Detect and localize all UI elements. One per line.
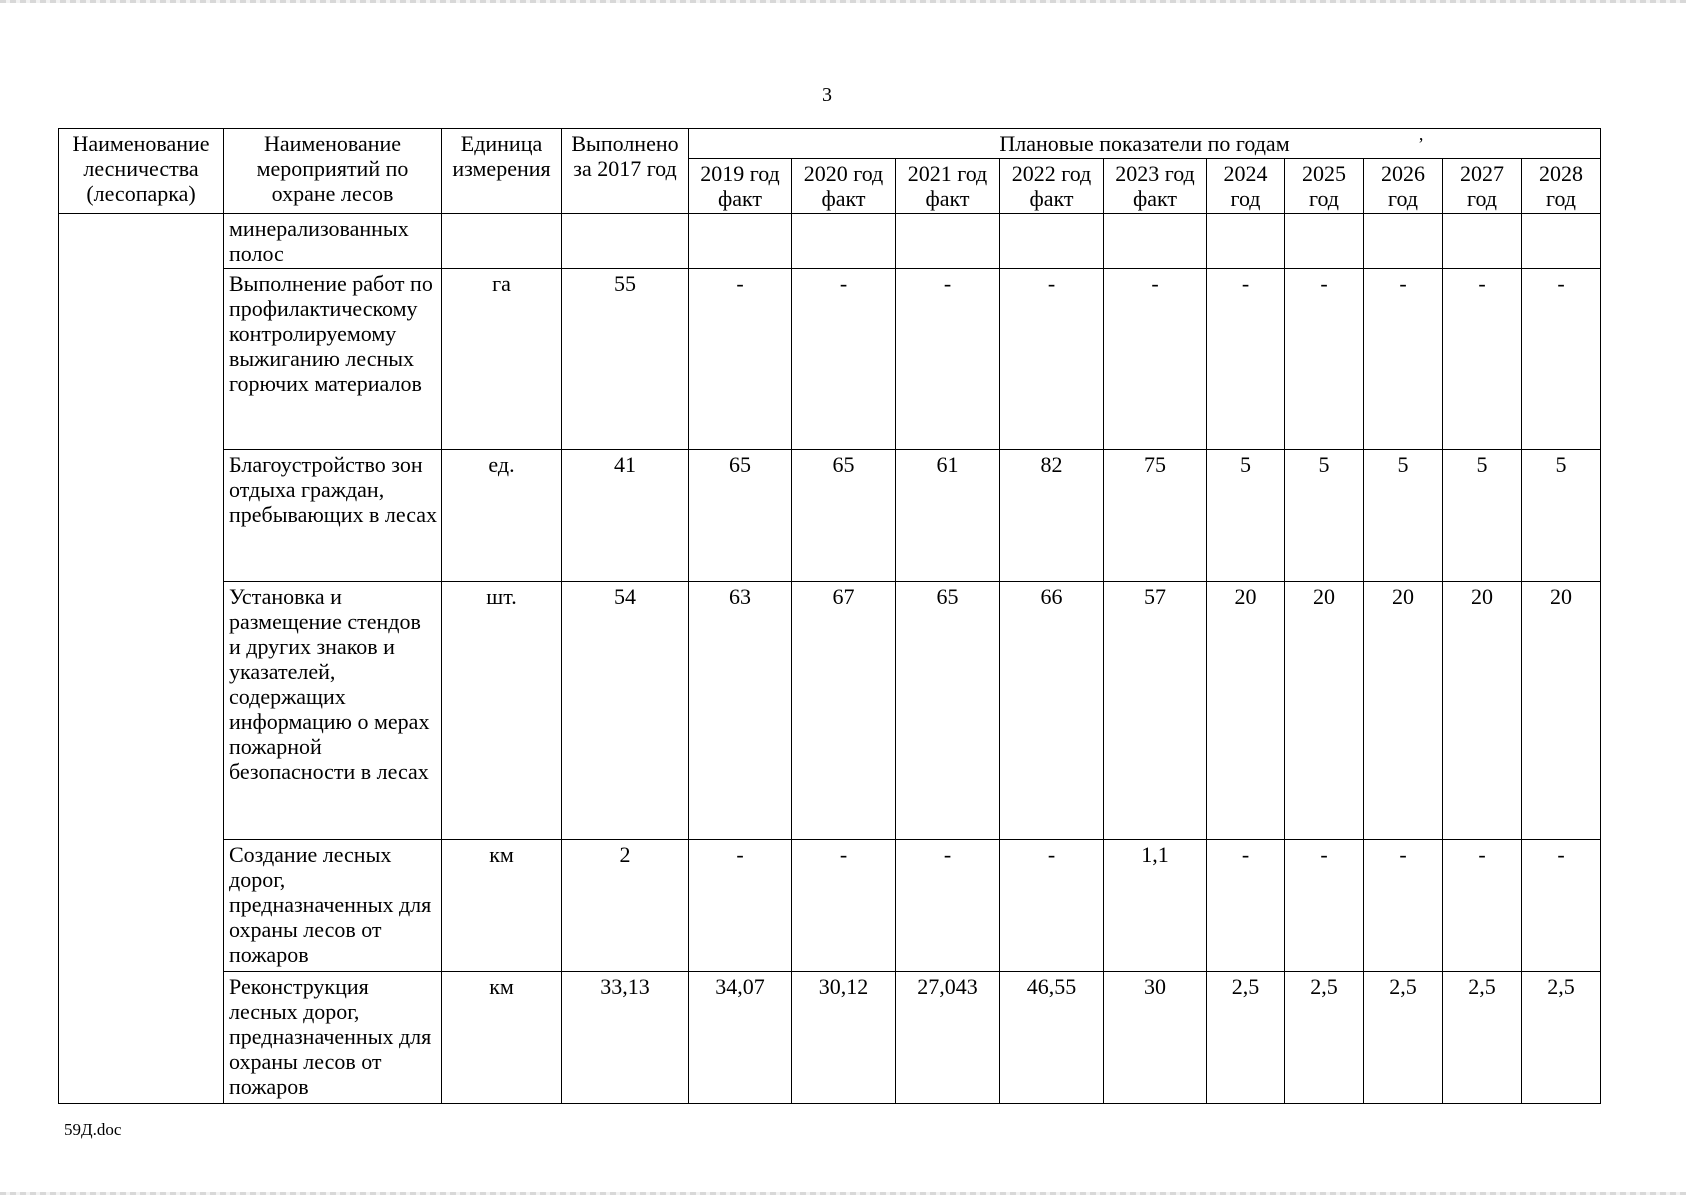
value-cell: 5 xyxy=(1443,450,1522,582)
value-cell: - xyxy=(1443,269,1522,450)
table-row xyxy=(59,582,1601,840)
value-cell: 67 xyxy=(792,582,896,840)
header-forestry: Наименование лесничества (лесопарка) xyxy=(59,129,224,214)
header-year: 2024 год xyxy=(1207,159,1285,214)
value-cell: 1,1 xyxy=(1104,840,1207,972)
unit-cell xyxy=(442,214,562,269)
table-row xyxy=(59,450,1601,582)
footer-file-name: 59Д.doc xyxy=(64,1120,122,1139)
value-cell: - xyxy=(689,269,792,450)
value-cell xyxy=(1364,214,1443,269)
value-cell: 75 xyxy=(1104,450,1207,582)
scan-edge-top xyxy=(0,0,1686,3)
measure-cell: Выполнение работ по профилактическому контролируемому выжиганию лесных горючих материалов xyxy=(224,269,442,450)
value-cell: 61 xyxy=(896,450,1000,582)
header-year: 2025 год xyxy=(1285,159,1364,214)
value-cell: 30,12 xyxy=(792,972,896,1104)
value-cell: - xyxy=(1104,269,1207,450)
value-cell: 20 xyxy=(1522,582,1601,840)
value-cell: 66 xyxy=(1000,582,1104,840)
header-unit: Единица измерения xyxy=(442,129,562,214)
value-cell: 46,55 xyxy=(1000,972,1104,1104)
value-cell xyxy=(1207,214,1285,269)
value-cell: 30 xyxy=(1104,972,1207,1104)
value-cell xyxy=(1522,214,1601,269)
value-cell xyxy=(689,214,792,269)
value-cell: 65 xyxy=(896,582,1000,840)
value-cell: - xyxy=(792,840,896,972)
value-cell: 2,5 xyxy=(1364,972,1443,1104)
value-cell xyxy=(1285,214,1364,269)
value-cell: 2,5 xyxy=(1207,972,1285,1104)
table-row xyxy=(59,972,1601,1104)
measure-cell: Установка и размещение стендов и других знаков и указателей, содержащих информацию о мерах пожарной безопасности в лесах xyxy=(224,582,442,840)
value-cell xyxy=(1000,214,1104,269)
value-cell: 5 xyxy=(1522,450,1601,582)
value-cell: 82 xyxy=(1000,450,1104,582)
header-year: 2028 год xyxy=(1522,159,1601,214)
value-cell: - xyxy=(1000,269,1104,450)
value-cell: - xyxy=(896,269,1000,450)
value-cell: - xyxy=(1285,840,1364,972)
value-cell xyxy=(1443,214,1522,269)
header-year: 2020 год факт xyxy=(792,159,896,214)
value-cell: - xyxy=(689,840,792,972)
value-cell xyxy=(792,214,896,269)
header-planned: Плановые показатели по годам xyxy=(689,129,1601,159)
page-number: 3 xyxy=(822,84,832,106)
scan-edge-bottom xyxy=(0,1192,1686,1195)
header-year: 2023 год факт xyxy=(1104,159,1207,214)
value-cell: - xyxy=(1443,840,1522,972)
value-cell: 34,07 xyxy=(689,972,792,1104)
value-cell: - xyxy=(896,840,1000,972)
measure-cell: минерализованных полос xyxy=(224,214,442,269)
value-cell: - xyxy=(1364,269,1443,450)
value-cell: 57 xyxy=(1104,582,1207,840)
unit-cell: км xyxy=(442,972,562,1104)
done-cell: 33,13 xyxy=(562,972,689,1104)
value-cell: 65 xyxy=(792,450,896,582)
unit-cell: км xyxy=(442,840,562,972)
margin-mark: ’ xyxy=(1418,134,1424,154)
forestry-cell xyxy=(59,214,224,1104)
value-cell: - xyxy=(1207,840,1285,972)
value-cell: 20 xyxy=(1207,582,1285,840)
header-year: 2026 год xyxy=(1364,159,1443,214)
value-cell: - xyxy=(792,269,896,450)
forest-protection-table xyxy=(58,128,1601,1104)
value-cell: 2,5 xyxy=(1285,972,1364,1104)
done-cell: 55 xyxy=(562,269,689,450)
value-cell xyxy=(1104,214,1207,269)
value-cell: 27,043 xyxy=(896,972,1000,1104)
unit-cell: шт. xyxy=(442,582,562,840)
done-cell: 54 xyxy=(562,582,689,840)
value-cell xyxy=(896,214,1000,269)
done-cell: 41 xyxy=(562,450,689,582)
value-cell: 20 xyxy=(1285,582,1364,840)
table-row xyxy=(59,840,1601,972)
header-year: 2027 год xyxy=(1443,159,1522,214)
value-cell: 5 xyxy=(1285,450,1364,582)
measure-cell: Благоустройство зон отдыха граждан, пребывающих в лесах xyxy=(224,450,442,582)
table-row xyxy=(59,214,1601,269)
value-cell: 20 xyxy=(1364,582,1443,840)
value-cell: 20 xyxy=(1443,582,1522,840)
value-cell: - xyxy=(1364,840,1443,972)
value-cell: - xyxy=(1207,269,1285,450)
done-cell: 2 xyxy=(562,840,689,972)
value-cell: 5 xyxy=(1207,450,1285,582)
header-year: 2019 год факт xyxy=(689,159,792,214)
unit-cell: га xyxy=(442,269,562,450)
value-cell: - xyxy=(1000,840,1104,972)
unit-cell: ед. xyxy=(442,450,562,582)
header-measure: Наименование мероприятий по охране лесов xyxy=(224,129,442,214)
measure-cell: Создание лесных дорог, предназначенных для охраны лесов от пожаров xyxy=(224,840,442,972)
value-cell: 2,5 xyxy=(1522,972,1601,1104)
header-year: 2022 год факт xyxy=(1000,159,1104,214)
done-cell xyxy=(562,214,689,269)
measure-cell: Реконструкция лесных дорог, предназначенных для охраны лесов от пожаров xyxy=(224,972,442,1104)
value-cell: 2,5 xyxy=(1443,972,1522,1104)
value-cell: 5 xyxy=(1364,450,1443,582)
value-cell: - xyxy=(1522,840,1601,972)
value-cell: 63 xyxy=(689,582,792,840)
header-done: Выполнено за 2017 год xyxy=(562,129,689,214)
value-cell: - xyxy=(1522,269,1601,450)
value-cell: - xyxy=(1285,269,1364,450)
header-year: 2021 год факт xyxy=(896,159,1000,214)
value-cell: 65 xyxy=(689,450,792,582)
table-row xyxy=(59,269,1601,450)
